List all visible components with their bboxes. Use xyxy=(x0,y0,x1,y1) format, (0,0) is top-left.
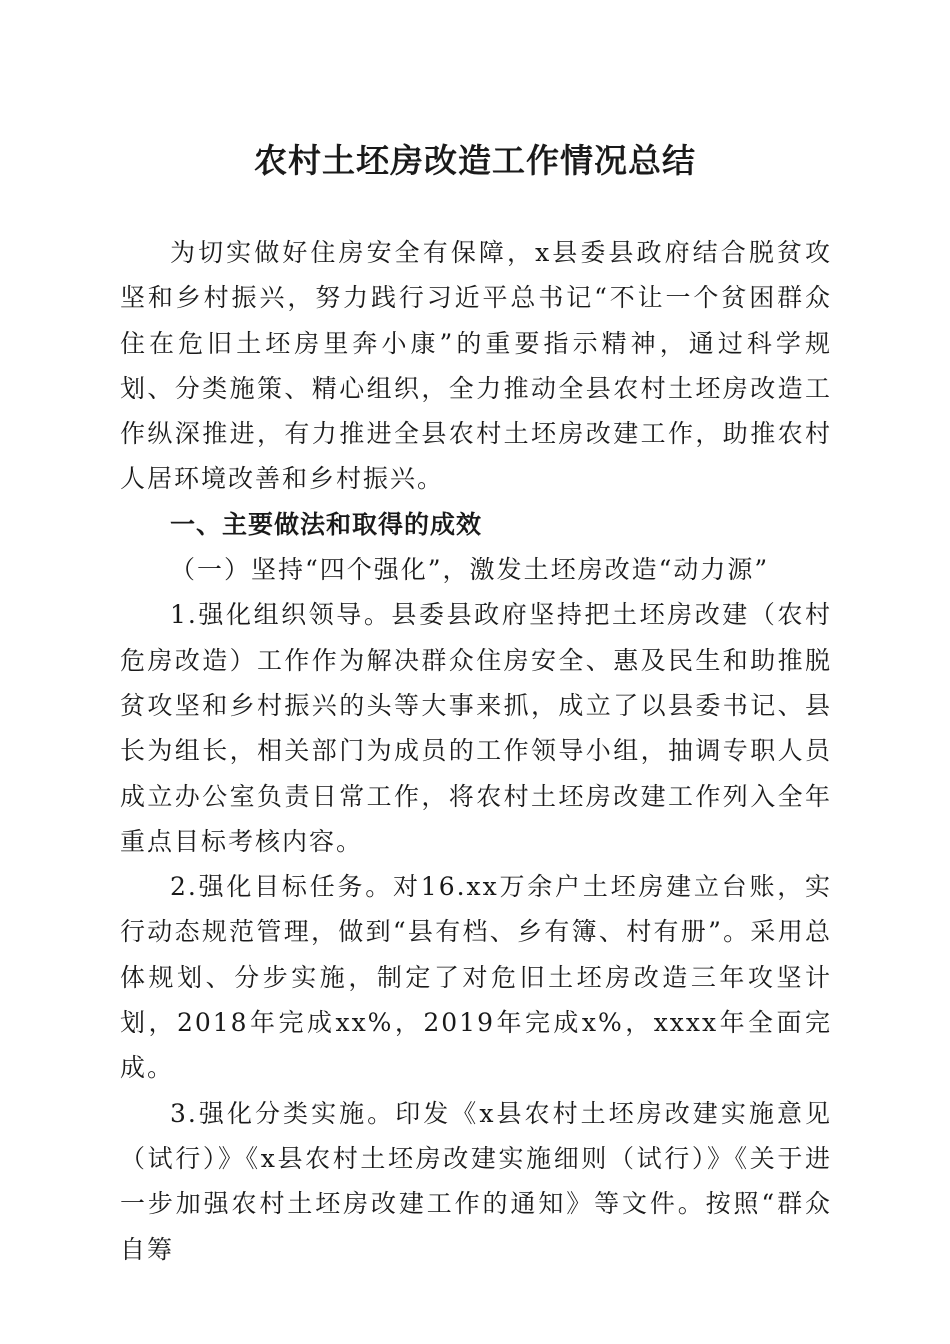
paragraph-classification: 3.强化分类实施。印发《x县农村土坯房改建实施意见（试行）》《x县农村土坯房改建实施细则（试行）》《关于进一步加强农村土坯房改建工作的通知》等文件。按照“群众自筹 xyxy=(120,1098,832,1264)
section-heading: 一、主要做法和取得的成效 xyxy=(170,509,483,539)
document-body xyxy=(120,230,832,1272)
subsection-heading: （一）坚持“四个强化”，激发土坯房改造“动力源” xyxy=(170,555,770,585)
intro-paragraph: 为切实做好住房安全有保障，x县委县政府结合脱贫攻坚和乡村振兴，努力践行习近平总书记“不让一个贫困群众住在危旧土坯房里奔小康”的重要指示精神，通过科学规划、分类施策、精心组织，全力推动全县农村土坯房改造工作纵深推进，有力推进全县农村土坯房改建工作，助推农村人居环境改善和乡村振兴。 xyxy=(120,238,832,494)
paragraph-organization: 1.强化组织领导。县委县政府坚持把土坯房改建（农村危房改造）工作作为解决群众住房安全、惠及民生和助推脱贫攻坚和乡村振兴的头等大事来抓，成立了以县委书记、县长为组长，相关部门为成员的工作领导小组，抽调专职人员成立办公室负责日常工作，将农村土坯房改建工作列入全年重点目标考核内容。 xyxy=(120,600,832,856)
paragraph-targets: 2.强化目标任务。对16.xx万余户土坯房建立台账，实行动态规范管理，做到“县有档、乡有簿、村有册”。采用总体规划、分步实施，制定了对危旧土坯房改造三年攻坚计划，2018年完成xx%，2019年完成x%，xxxx年全面完成。 xyxy=(120,872,832,1083)
document-title: 农村土坯房改造工作情况总结 xyxy=(254,141,696,180)
